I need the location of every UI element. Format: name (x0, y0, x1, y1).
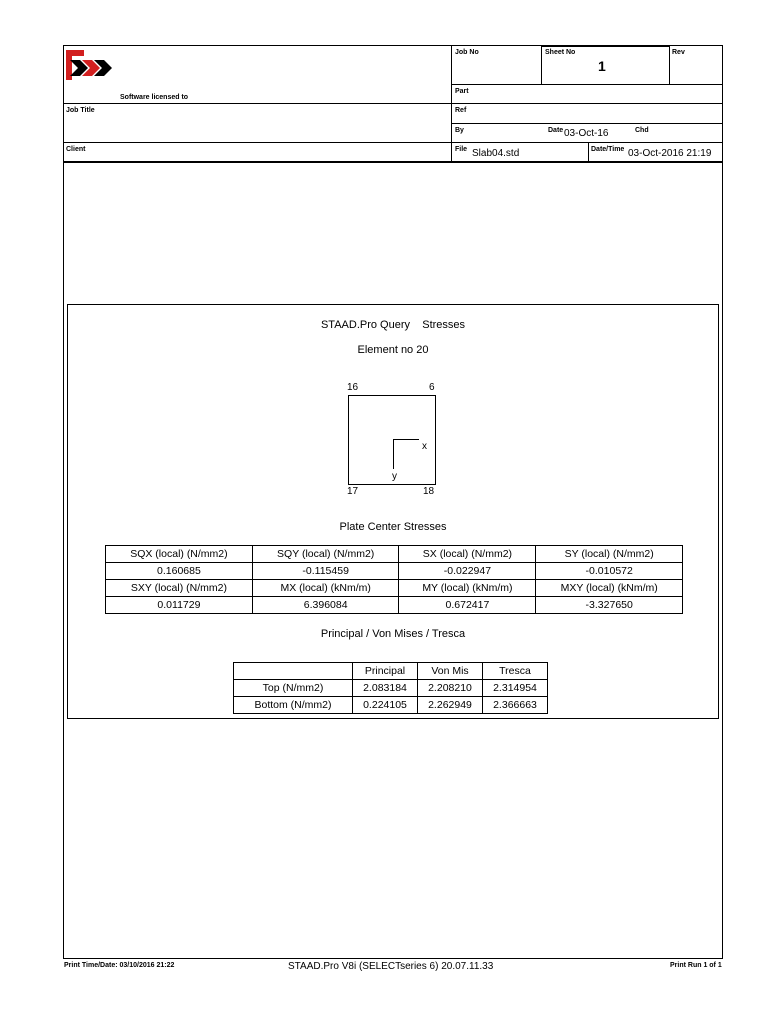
table-cell: -0.010572 (536, 563, 683, 580)
by-label: By (455, 127, 464, 134)
table-row (234, 680, 548, 697)
table-cell: 2.262949 (418, 697, 483, 714)
table-cell: 0.224105 (353, 697, 418, 714)
table-cell: 2.366663 (483, 697, 548, 714)
node-bottom-right: 18 (423, 486, 435, 497)
table-row (106, 597, 683, 614)
page-left-border (63, 162, 64, 959)
table-cell: 0.672417 (399, 597, 536, 614)
page-bottom-border (63, 958, 723, 959)
table-cell: 2.208210 (418, 680, 483, 697)
table-cell: SQX (local) (N/mm2) (106, 546, 253, 563)
table-cell (234, 663, 353, 680)
datetime-value: 03-Oct-2016 21:19 (628, 148, 712, 159)
table-row (234, 697, 548, 714)
query-panel (67, 304, 719, 719)
axis-x-label: x (422, 441, 427, 452)
table-cell: 2.083184 (353, 680, 418, 697)
plate-heading: Plate Center Stresses (339, 521, 447, 533)
table-cell: MY (local) (kNm/m) (399, 580, 536, 597)
datetime-label: Date/Time (591, 146, 625, 153)
client-label: Client (66, 146, 86, 153)
table-cell: Tresca (483, 663, 548, 680)
page-right-border (722, 162, 723, 959)
axis-x-line (393, 439, 419, 440)
rev-label: Rev (672, 49, 685, 56)
principal-heading: Principal / Von Mises / Tresca (320, 628, 466, 640)
plate-stress-table (105, 545, 683, 614)
node-top-left: 16 (347, 382, 359, 393)
ref-label: Ref (455, 107, 467, 114)
table-cell: SX (local) (N/mm2) (399, 546, 536, 563)
file-label: File (455, 146, 468, 153)
axis-y-label: y (392, 471, 397, 482)
table-cell: SQY (local) (N/mm2) (252, 546, 399, 563)
job-no-label: Job No (455, 49, 479, 56)
print-time-label: Print Time/Date: 03/10/2016 21:22 (64, 962, 175, 969)
element-label: Element no 20 (357, 344, 429, 356)
table-cell: 0.011729 (106, 597, 253, 614)
table-cell: Von Mis (418, 663, 483, 680)
table-row (106, 546, 683, 563)
company-logo (66, 50, 112, 86)
job-title-label: Job Title (66, 107, 95, 114)
table-cell: 6.396084 (252, 597, 399, 614)
table-cell: Top (N/mm2) (234, 680, 353, 697)
file-value: Slab04.std (472, 148, 520, 159)
table-cell: -3.327650 (536, 597, 683, 614)
table-cell: MX (local) (kNm/m) (252, 580, 399, 597)
table-row (106, 563, 683, 580)
date-label: Date (548, 127, 564, 134)
query-title: STAAD.Pro Query Stresses (320, 319, 466, 331)
table-cell: Principal (353, 663, 418, 680)
node-top-right: 6 (429, 382, 435, 393)
chd-label: Chd (635, 127, 649, 134)
table-cell: 2.314954 (483, 680, 548, 697)
principal-table (233, 662, 548, 714)
sheet-no-value: 1 (598, 58, 606, 74)
table-cell: -0.022947 (399, 563, 536, 580)
node-bottom-left: 17 (347, 486, 359, 497)
axis-y-line (393, 439, 394, 469)
table-cell: SXY (local) (N/mm2) (106, 580, 253, 597)
date-value: 03-Oct-16 (564, 128, 609, 139)
software-version: STAAD.Pro V8i (SELECTseries 6) 20.07.11.33 (288, 961, 494, 972)
table-cell: Bottom (N/mm2) (234, 697, 353, 714)
table-row (234, 663, 548, 680)
table-row (106, 580, 683, 597)
sheet-no-label: Sheet No (545, 49, 576, 56)
table-cell: MXY (local) (kNm/m) (536, 580, 683, 597)
table-cell: SY (local) (N/mm2) (536, 546, 683, 563)
print-run-label: Print Run 1 of 1 (670, 962, 722, 969)
part-label: Part (455, 88, 469, 95)
licensed-label: Software licensed to (120, 94, 189, 101)
table-cell: -0.115459 (252, 563, 399, 580)
table-cell: 0.160685 (106, 563, 253, 580)
